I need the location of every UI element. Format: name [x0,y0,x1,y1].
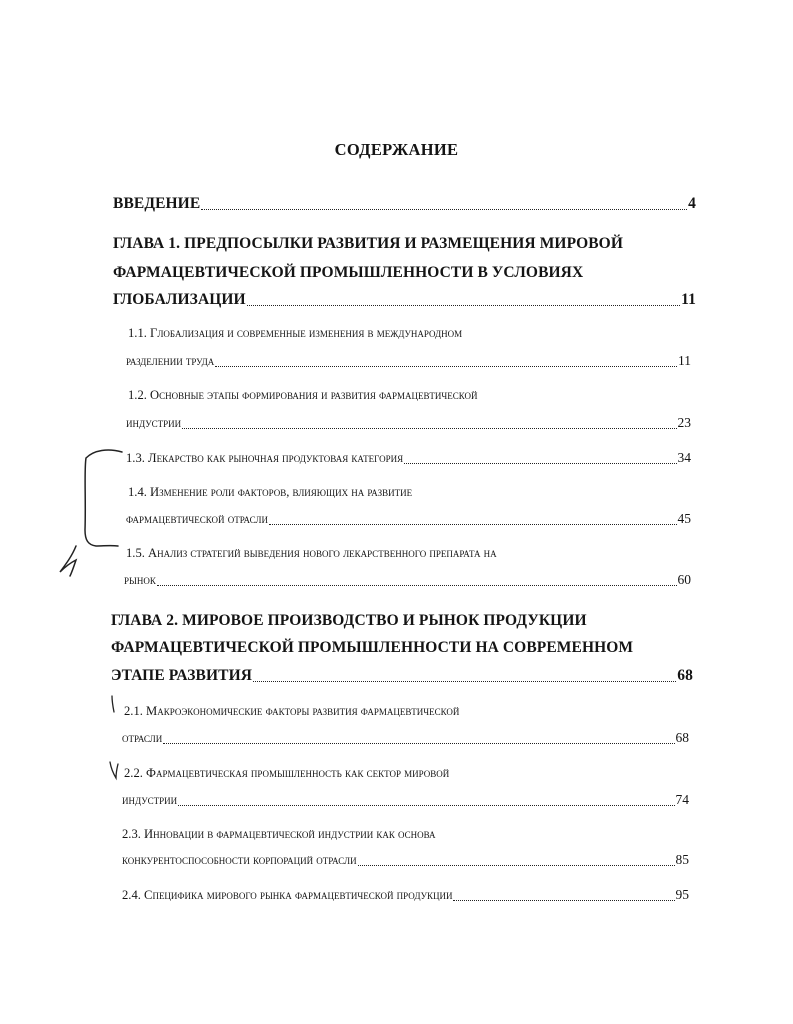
page-number: 68 [675,730,689,745]
page-number: 11 [678,353,691,368]
arrow-mark [60,546,76,576]
page-number: 85 [675,852,689,867]
section-2-2-line-1: 2.2. Фармацевтическая промышленность как сектор мировой [124,766,450,780]
chapter-1-heading-line-2: ФАРМАЦЕВТИЧЕСКОЙ ПРОМЫШЛЕННОСТИ В УСЛОВИЯХ [113,264,584,281]
page-number: 4 [688,195,696,212]
tick-mark-2-2 [110,762,118,778]
section-text: разделении труда [126,354,215,368]
section-text: фармацевтической отрасли [126,512,268,526]
section-text: рынок [124,573,156,587]
intro-label: ВВЕДЕНИЕ [113,195,201,212]
section-text: конкурентоспособности корпораций отрасли [122,853,357,867]
page-number: 11 [681,291,696,308]
chapter-2-heading-text: ЭТАПЕ РАЗВИТИЯ [111,667,253,684]
page-number: 34 [677,450,691,465]
page-number: 45 [677,511,691,526]
section-1-4-line-1: 1.4. Изменение роли факторов, влияющих на развитие [128,485,413,499]
chapter-1-heading-line-1: ГЛАВА 1. ПРЕДПОСЫЛКИ РАЗВИТИЯ И РАЗМЕЩЕНИЯ МИРОВОЙ [113,235,623,252]
section-1-5-line-1: 1.5. Анализ стратегий выведения нового лекарственного препарата на [126,546,497,560]
bracket-mark [85,450,122,546]
chapter-2-heading-line-1: ГЛАВА 2. МИРОВОЕ ПРОИЗВОДСТВО И РЫНОК ПРОДУКЦИИ [111,612,587,629]
page-number: 74 [675,792,689,807]
section-2-3-line-1: 2.3. Инновации в фармацевтической индустрии как основа [122,827,436,841]
toc-title: СОДЕРЖАНИЕ [334,140,459,159]
page-number: 60 [677,572,691,587]
section-text: 2.4. Специфика мирового рынка фармацевтической продукции [122,888,453,902]
page-number: 68 [677,667,693,684]
tick-mark-2-1 [112,696,114,712]
section-text: индустрии [126,416,182,430]
chapter-2-heading-line-2: ФАРМАЦЕВТИЧЕСКОЙ ПРОМЫШЛЕННОСТИ НА СОВРЕМЕННОМ [111,639,634,656]
chapter-1-heading-text: ГЛОБАЛИЗАЦИИ [113,291,246,308]
page-number: 95 [675,887,689,902]
section-text: 1.3. Лекарство как рыночная продуктовая категория [126,451,404,465]
section-1-1-line-1: 1.1. Глобализация и современные изменения в международном [128,326,463,340]
section-text: отрасли [122,731,163,745]
section-2-1-line-1: 2.1. Макроэкономические факторы развития фармацевтической [124,704,460,718]
section-1-2-line-1: 1.2. Основные этапы формирования и развития фармацевтической [128,388,478,402]
page-number: 23 [677,415,691,430]
section-text: индустрии [122,793,178,807]
